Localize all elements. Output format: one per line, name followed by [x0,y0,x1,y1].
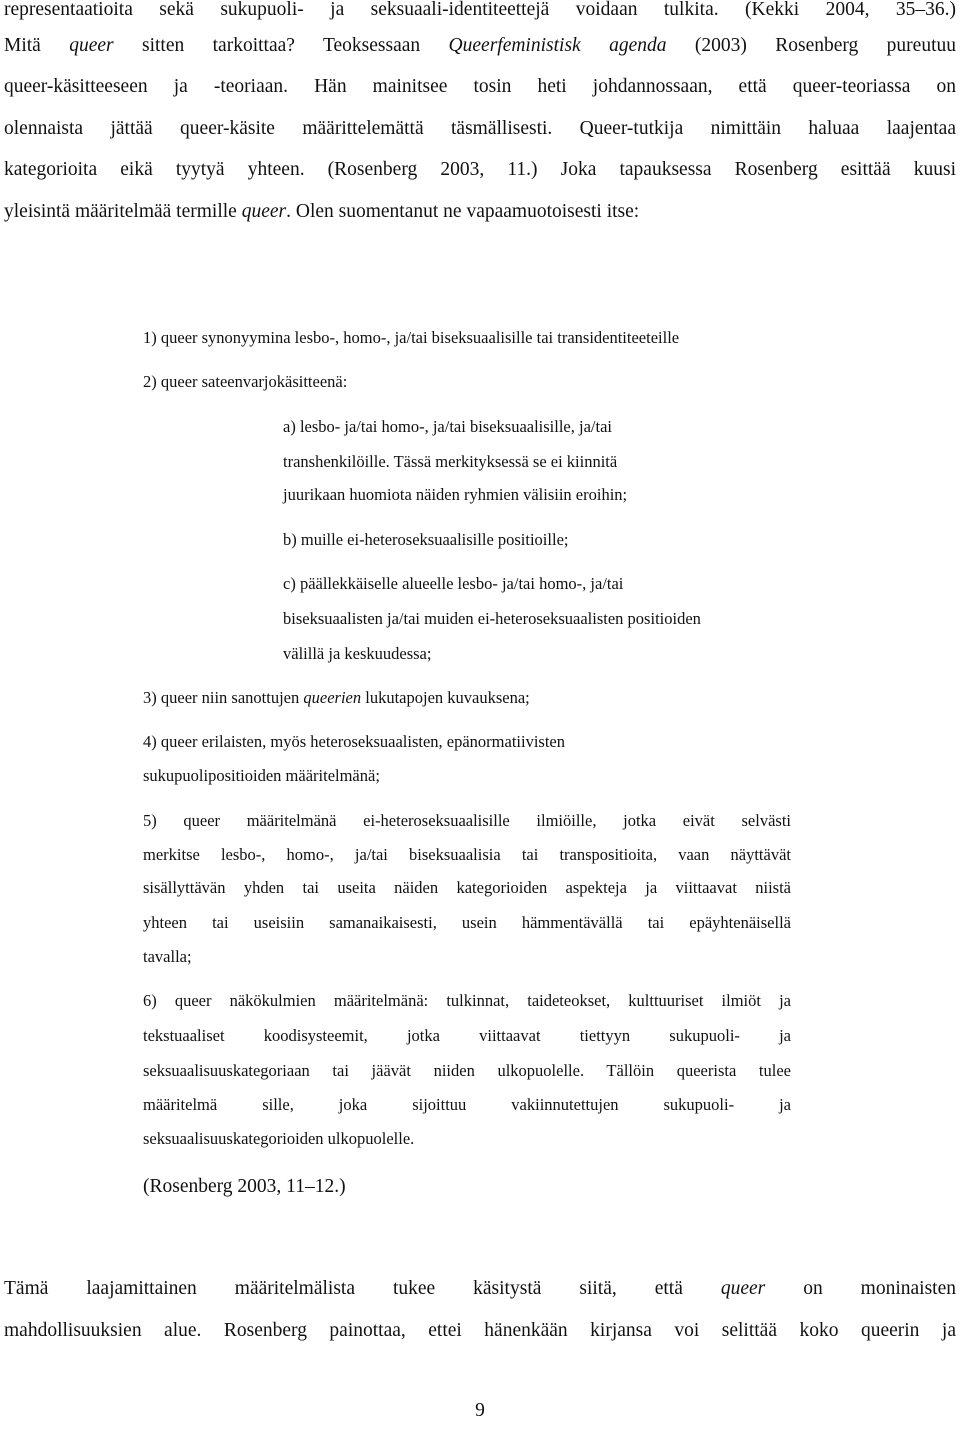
quote-citation: (Rosenberg 2003, 11–12.) [143,1176,346,1197]
paragraph-line [4,34,956,58]
italic-term: queer [720,1278,766,1299]
paragraph-line [4,1277,956,1301]
text-run: (2003) Rosenberg pureutuu [666,35,956,56]
quote-subitem-c-cont: välillä ja keskuudessa; [283,644,432,663]
paragraph-line [4,200,639,224]
quote-item-5-cont: yhteen tai useisiin samanaikaisesti, usein hämmentävällä tai epäyhtenäisellä [143,913,791,932]
text-run: queer-käsitteeseen ja -teoriaan. Hän mainitsee tosin heti johdannossaan, että queer-teoriassa on [4,76,956,97]
quote-item-5: 5) queer määritelmänä ei-heteroseksuaalisille ilmiöille, jotka eivät selvästi [143,811,791,830]
text-run: yleisintä määritelmää termille [4,201,242,222]
text-run: . Olen suomentanut ne vapaamuotoisesti itse: [286,201,640,222]
text-run: kategorioita eikä tyytyä yhteen. (Rosenberg 2003, 11.) Joka tapauksessa Rosenberg esittää kuusi [4,159,956,180]
quote-subitem-a: a) lesbo- ja/tai homo-, ja/tai biseksuaalisille, ja/tai [283,417,612,436]
paragraph-line [4,75,956,99]
quote-item-4-cont: sukupuolipositioiden määritelmänä; [143,766,380,785]
quote-item-5-cont: merkitse lesbo-, homo-, ja/tai biseksuaalisia tai transpositioita, vaan näyttävät [143,845,791,864]
quote-item-3 [143,687,530,709]
text-run: mahdollisuuksien alue. Rosenberg painottaa, ettei hänenkään kirjansa voi selittää koko queerin ja [4,1320,956,1341]
text-run: Mitä [4,35,70,56]
paragraph-line [4,0,956,22]
quote-subitem-c-cont: biseksuaalisten ja/tai muiden ei-heteroseksuaalisten positioiden [283,609,701,628]
quote-item-6-cont: tekstuaaliset koodisysteemit, jotka viittaavat tiettyyn sukupuoli- ja [143,1026,791,1045]
text-run: representaatioita sekä sukupuoli- ja seksuaali-identiteettejä voidaan tulkita. (Kekki 2004, 35–36.) [4,0,956,20]
quote-subitem-a-cont: transhenkilöille. Tässä merkityksessä se ei kiinnitä [283,452,618,471]
quote-item-6-cont: määritelmä sille, joka sijoittuu vakiinnutettujen sukupuoli- ja [143,1095,791,1114]
paragraph-line [4,117,956,141]
text-run: lukutapojen kuvauksena; [361,688,530,707]
quote-item-5-cont: sisällyttävän yhden tai useita näiden kategorioiden aspekteja ja viittaavat niistä [143,878,791,897]
quote-subitem-a-cont: juurikaan huomiota näiden ryhmien välisiin eroihin; [283,485,628,504]
book-title: Queerfeministisk agenda [448,35,667,56]
quote-subitem-b: b) muille ei-heteroseksuaalisille positioille; [283,530,569,549]
quote-item-5-cont: tavalla; [143,947,192,966]
quote-item-4: 4) queer erilaisten, myös heteroseksuaalisten, epänormatiivisten [143,732,565,751]
text-run: olennaista jättää queer-käsite määrittelemättä täsmällisesti. Queer-tutkija nimittäin haluaa laajentaa [4,118,956,139]
text-run: sitten tarkoittaa? Teoksessaan [113,35,449,56]
quote-item-6-cont: seksuaalisuuskategorioiden ulkopuolelle. [143,1129,415,1148]
italic-term: queer [241,201,287,222]
italic-term: queer [69,35,114,56]
quote-item-1: 1) queer synonyymina lesbo-, homo-, ja/tai biseksuaalisille tai transidentiteeteille [143,328,680,347]
quote-item-2: 2) queer sateenvarjokäsitteenä: [143,372,348,391]
quote-subitem-c: c) päällekkäiselle alueelle lesbo- ja/tai homo-, ja/tai [283,574,624,593]
quote-item-6-cont: seksuaalisuuskategoriaan tai jäävät niiden ulkopuolelle. Tällöin queerista tulee [143,1061,791,1080]
text-run: Tämä laajamittainen määritelmälista tukee käsitystä siitä, että [4,1278,721,1299]
text-run: on moninaisten [765,1278,956,1299]
page-number: 9 [475,1400,485,1421]
paragraph-line [4,1319,956,1343]
italic-term: queerien [303,688,362,707]
paragraph-line [4,158,956,182]
text-run: 3) queer niin sanottujen [143,688,304,707]
quote-item-6: 6) queer näkökulmien määritelmänä: tulkinnat, taideteokset, kulttuuriset ilmiöt ja [143,991,791,1010]
